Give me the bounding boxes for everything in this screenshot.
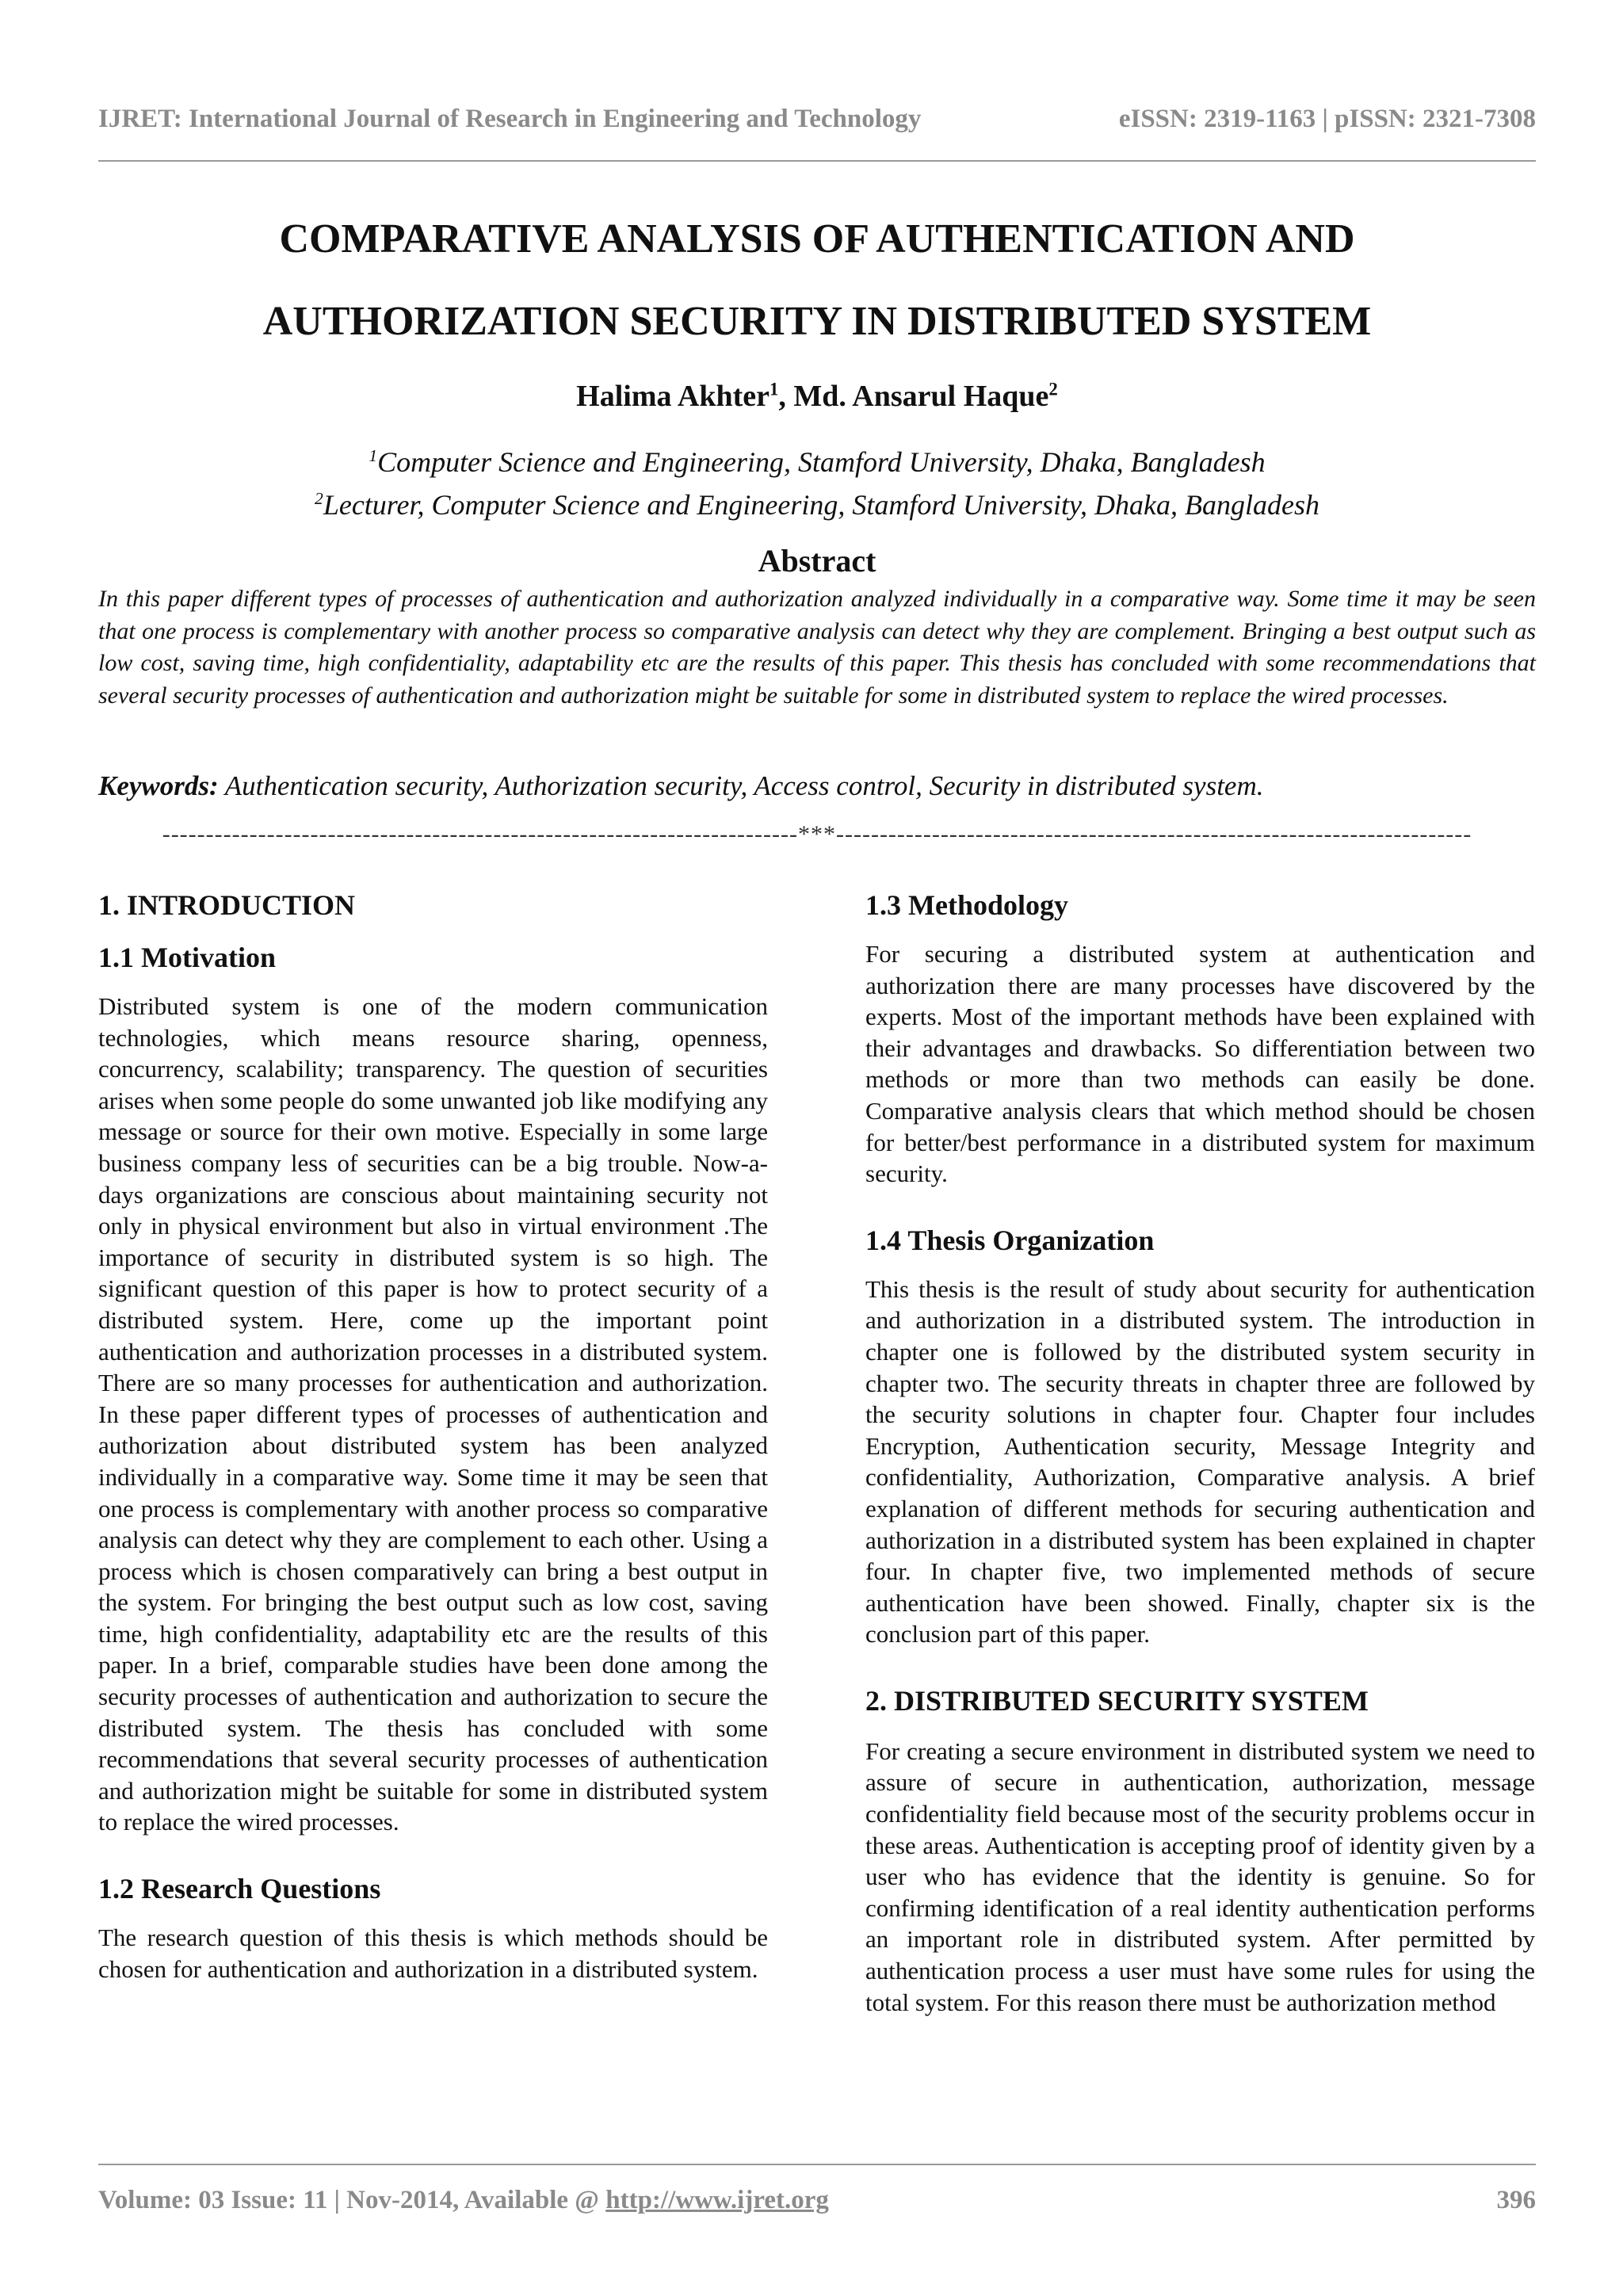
running-footer (98, 2178, 1536, 2222)
paragraph: This thesis is the result of study about security for authentication and authorization in a distributed system. The introduction in chapter one is followed by the distributed system security in chapter two. The security threats in chapter three are followed by the security solutions in chapter four. Chapter four includes Encryption, Authentication security, Message Integrity and confidentiality, Authorization, Comparative analysis. A brief explanation of different methods for securing authentication and authorization in a distributed system has been explained in chapter four. In chapter five, two implemented methods of secure authentication have been showed. Finally, chapter six is the conclusion part of this paper. (865, 1274, 1535, 1648)
affiliation-text: Lecturer, Computer Science and Engineering, Stamford University, Dhaka, Bangladesh (323, 489, 1319, 521)
section-heading: 2. DISTRIBUTED SECURITY SYSTEM (865, 1684, 1369, 1717)
affiliation-text: Computer Science and Engineering, Stamford University, Dhaka, Bangladesh (377, 446, 1266, 478)
affiliation-line (98, 437, 1536, 480)
author-name: Halima Akhter (576, 380, 769, 413)
abstract-heading: Abstract (758, 543, 876, 579)
title-line-1: COMPARATIVE ANALYSIS OF AUTHENTICATION AND (279, 216, 1355, 262)
author-list (98, 379, 1536, 414)
abstract-body: In this paper different types of processes of authentication and authorization analyzed individually in a comparative way. Some time it may be seen that one process is complementary with another process so comparative analysis can detect why they are complement. Bringing a best output such as low cost, saving time, high confidentiality, adaptability etc are the results of this paper. This thesis has concluded with some recommendations that several security processes of authentication and authorization might be suitable for some in distributed system to replace the wired processes. (98, 586, 1536, 709)
journal-name: IJRET: International Journal of Research in Engineering and Technology (98, 104, 922, 133)
section-divider: -------------------------------------------------------------------------***------------------------------------------------------------------------- (162, 821, 1472, 847)
subsection-heading: 1.2 Research Questions (98, 1873, 381, 1905)
affiliation-sup: 2 (315, 489, 323, 508)
author-name: Md. Ansarul Haque (793, 380, 1049, 413)
journal-link[interactable]: http://www.ijret.org (605, 2185, 829, 2214)
author-separator: , (778, 380, 794, 413)
paragraph: For creating a secure environment in distributed system we need to assure of secure in authentication, authorization, message confidentiality field because most of the security problems occur in these areas. Authentication is accepting proof of identity given by a user who has evidence that the identity is genuine. So for confirming identification of a real identity authentication performs an important role in distributed system. After permitted by authentication process a user must have some rules for using the total system. For this reason there must be authorization method (865, 1736, 1535, 2016)
header-rule (98, 160, 1536, 162)
affiliation-line (98, 480, 1536, 523)
page-number: 396 (1496, 2185, 1536, 2214)
footer-rule (98, 2164, 1536, 2165)
keywords (98, 770, 1536, 802)
affiliations (98, 437, 1536, 523)
paragraph: The research question of this thesis is which methods should be chosen for authentication and authorization in a distributed system. (98, 1924, 768, 1983)
author-sup: 2 (1048, 379, 1058, 399)
author-sup: 1 (769, 379, 779, 399)
volume-info (98, 2186, 829, 2215)
right-column (865, 888, 1535, 2051)
paper-title (98, 198, 1536, 363)
keywords-label: Keywords: (98, 770, 219, 801)
subsection-heading: 1.3 Methodology (865, 889, 1068, 921)
keywords-text: Authentication security, Authorization security, Access control, Security in distributed system. (218, 770, 1264, 801)
volume-text: Volume: 03 Issue: 11 | Nov-2014, Available @ (98, 2185, 606, 2214)
paragraph: For securing a distributed system at authentication and authorization there are many processes have discovered by the experts. Most of the important methods have been explained with their advantages and drawbacks. So differentiation between two methods or more than two methods can easily be done. Comparative analysis clears that which method should be chosen for better/best performance in a distributed system for maximum security. (865, 940, 1535, 1188)
paragraph: Distributed system is one of the modern communication technologies, which means resource sharing, openness, concurrency, scalability; transparency. The question of securities arises when some people do some unwanted job like modifying any message or source for their own motive. Especially in some large business company less of securities can be a big trouble. Now-a-days organizations are conscious about maintaining security not only in physical environment but also in virtual environment .The importance of security in distributed system is so high. The significant question of this paper is how to protect security of a distributed system. Here, come up the important point authentication and authorization processes in a distributed system. There are so many processes for authentication and authorization. In these paper different types of processes of authentication and authorization about distributed system has been analyzed individually in a comparative way. Some time it may be seen that one process is complementary with another process so comparative analysis can detect why they are complement to each other. Using a process which is chosen comparatively can bring a best output in the system. For bringing the best output such as low cost, saving time, high confidentiality, adaptability etc are the results of this paper. In a brief, comparable studies have been done among the security processes of authentication and authorization to secure the distributed system. The thesis has concluded with some recommendations that several security processes of authentication and authorization might be suitable for some in distributed system to replace the wired processes. (98, 992, 768, 1836)
section-heading: 1. INTRODUCTION (98, 889, 356, 921)
title-line-2: AUTHORIZATION SECURITY IN DISTRIBUTED SYSTEM (262, 299, 1372, 344)
left-column (98, 888, 768, 2018)
subsection-heading: 1.4 Thesis Organization (865, 1224, 1155, 1256)
affiliation-sup: 1 (369, 446, 378, 465)
running-header (98, 97, 1536, 141)
subsection-heading: 1.1 Motivation (98, 942, 276, 973)
issn-info: eISSN: 2319-1163 | pISSN: 2321-7308 (1118, 104, 1536, 133)
